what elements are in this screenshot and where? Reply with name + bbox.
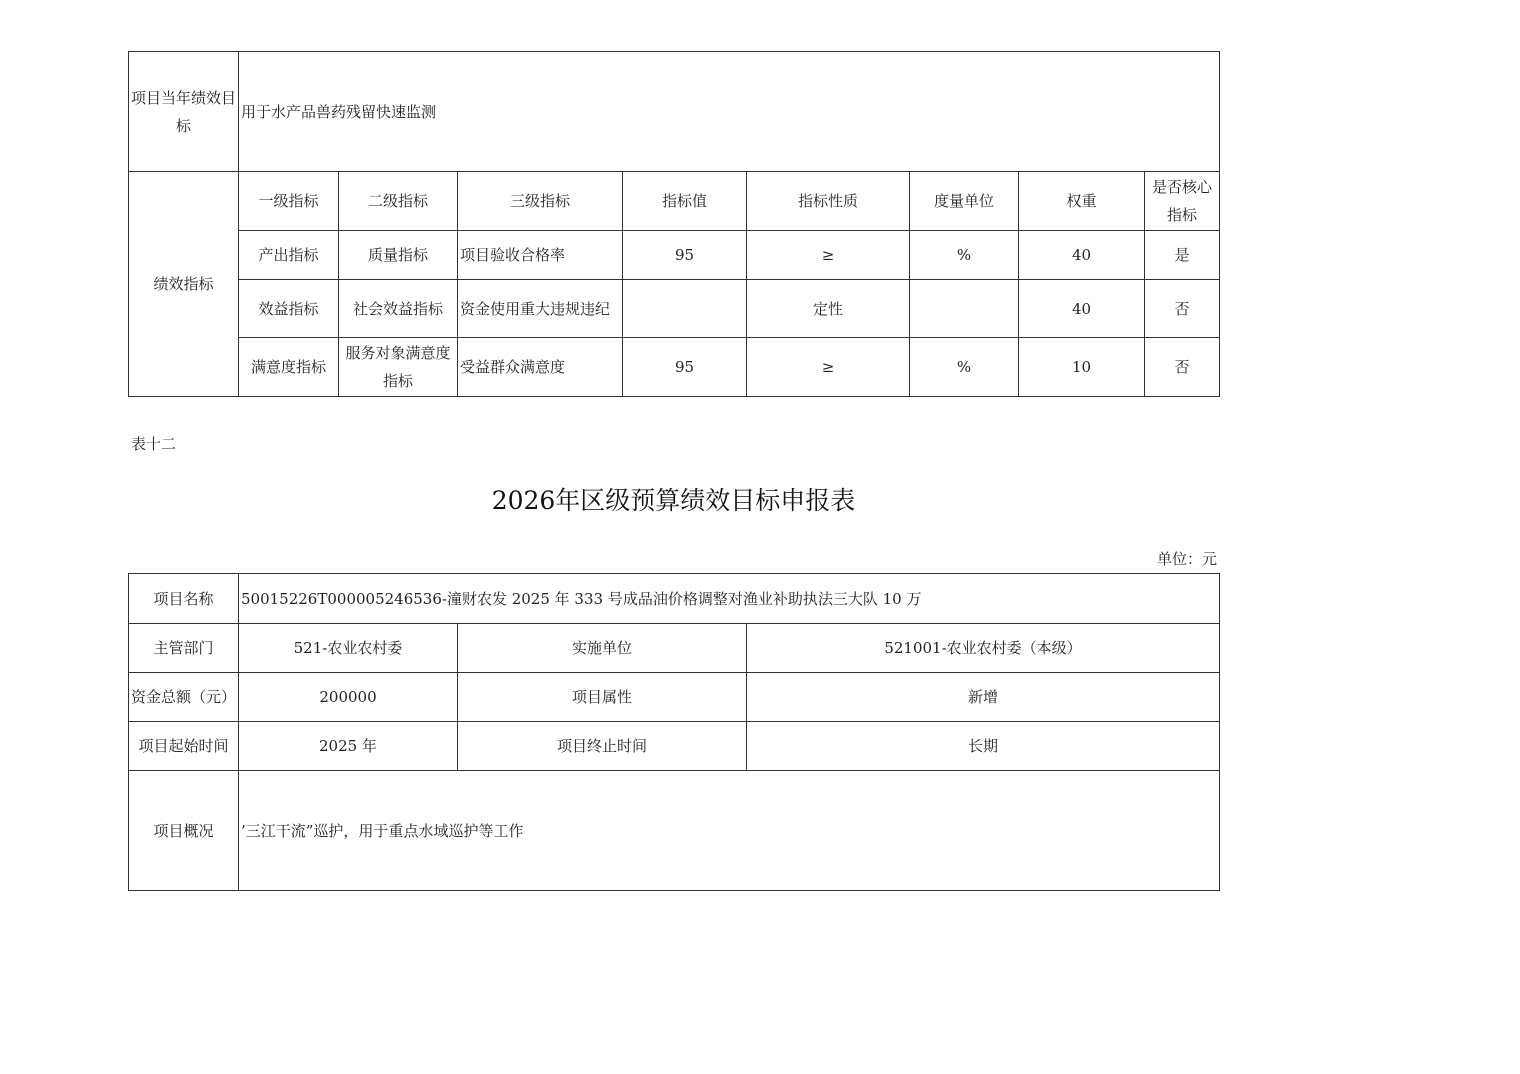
cell-level3: 受益群众满意度: [458, 338, 623, 397]
cell-level2: 质量指标: [339, 231, 458, 280]
department-row: [129, 624, 1220, 673]
page-title: 2026年区级预算绩效目标申报表: [491, 486, 856, 515]
cell-level3: 项目验收合格率: [458, 231, 623, 280]
start-label: 项目起始时间: [129, 722, 239, 771]
cell-nature: ≥: [747, 231, 910, 280]
project-name-label: 项目名称: [129, 574, 239, 624]
header-level1: 一级指标: [239, 172, 339, 231]
table-row: [129, 231, 1220, 280]
amount-label: 资金总额（元）: [129, 673, 239, 722]
goal-value: 用于水产品兽药残留快速监测: [239, 52, 1220, 172]
cell-unit: %: [910, 338, 1019, 397]
project-name-value: 50015226T000005246536-潼财农发 2025 年 333 号成品油价格调整对渔业补助执法三大队 10 万: [239, 574, 1220, 624]
attr-value: 新增: [747, 673, 1220, 722]
cell-core: 否: [1145, 338, 1220, 397]
cell-level3: 资金使用重大违规违纪: [458, 280, 623, 338]
table-caption: 表十二: [131, 435, 177, 453]
header-unit: 度量单位: [910, 172, 1019, 231]
header-weight: 权重: [1019, 172, 1145, 231]
dept-label: 主管部门: [129, 624, 239, 673]
cell-weight: 40: [1019, 231, 1145, 280]
overview-row: [129, 771, 1220, 891]
end-value: 长期: [747, 722, 1220, 771]
cell-unit: %: [910, 231, 1019, 280]
header-nature: 指标性质: [747, 172, 910, 231]
header-core: 是否核心指标: [1145, 172, 1220, 231]
goal-label: 项目当年绩效目标: [129, 52, 239, 172]
header-value: 指标值: [623, 172, 747, 231]
cell-core: 否: [1145, 280, 1220, 338]
period-row: [129, 722, 1220, 771]
impl-label: 实施单位: [458, 624, 747, 673]
cell-weight: 10: [1019, 338, 1145, 397]
start-value: 2025 年: [239, 722, 458, 771]
table-row: [129, 280, 1220, 338]
cell-level1: 产出指标: [239, 231, 339, 280]
attr-label: 项目属性: [458, 673, 747, 722]
indicator-label: 绩效指标: [129, 172, 239, 397]
cell-unit: [910, 280, 1019, 338]
overview-value: ’三江干流”巡护，用于重点水域巡护等工作: [239, 771, 1220, 891]
cell-value: 95: [623, 338, 747, 397]
header-level2: 二级指标: [339, 172, 458, 231]
amount-value: 200000: [239, 673, 458, 722]
performance-table: [128, 51, 1220, 397]
cell-level1: 效益指标: [239, 280, 339, 338]
header-level3: 三级指标: [458, 172, 623, 231]
project-name-row: [129, 574, 1220, 624]
cell-level1: 满意度指标: [239, 338, 339, 397]
project-table: [128, 573, 1220, 891]
table-row: [129, 338, 1220, 397]
cell-value: 95: [623, 231, 747, 280]
cell-core: 是: [1145, 231, 1220, 280]
amount-row: [129, 673, 1220, 722]
indicator-header-row: [129, 172, 1220, 231]
cell-level2: 服务对象满意度指标: [339, 338, 458, 397]
cell-value: [623, 280, 747, 338]
cell-weight: 40: [1019, 280, 1145, 338]
cell-level2: 社会效益指标: [339, 280, 458, 338]
impl-value: 521001-农业农村委（本级）: [747, 624, 1220, 673]
unit-label: 单位：元: [1156, 550, 1217, 568]
overview-label: 项目概况: [129, 771, 239, 891]
goal-row: [129, 52, 1220, 172]
cell-nature: ≥: [747, 338, 910, 397]
end-label: 项目终止时间: [458, 722, 747, 771]
dept-value: 521-农业农村委: [239, 624, 458, 673]
cell-nature: 定性: [747, 280, 910, 338]
